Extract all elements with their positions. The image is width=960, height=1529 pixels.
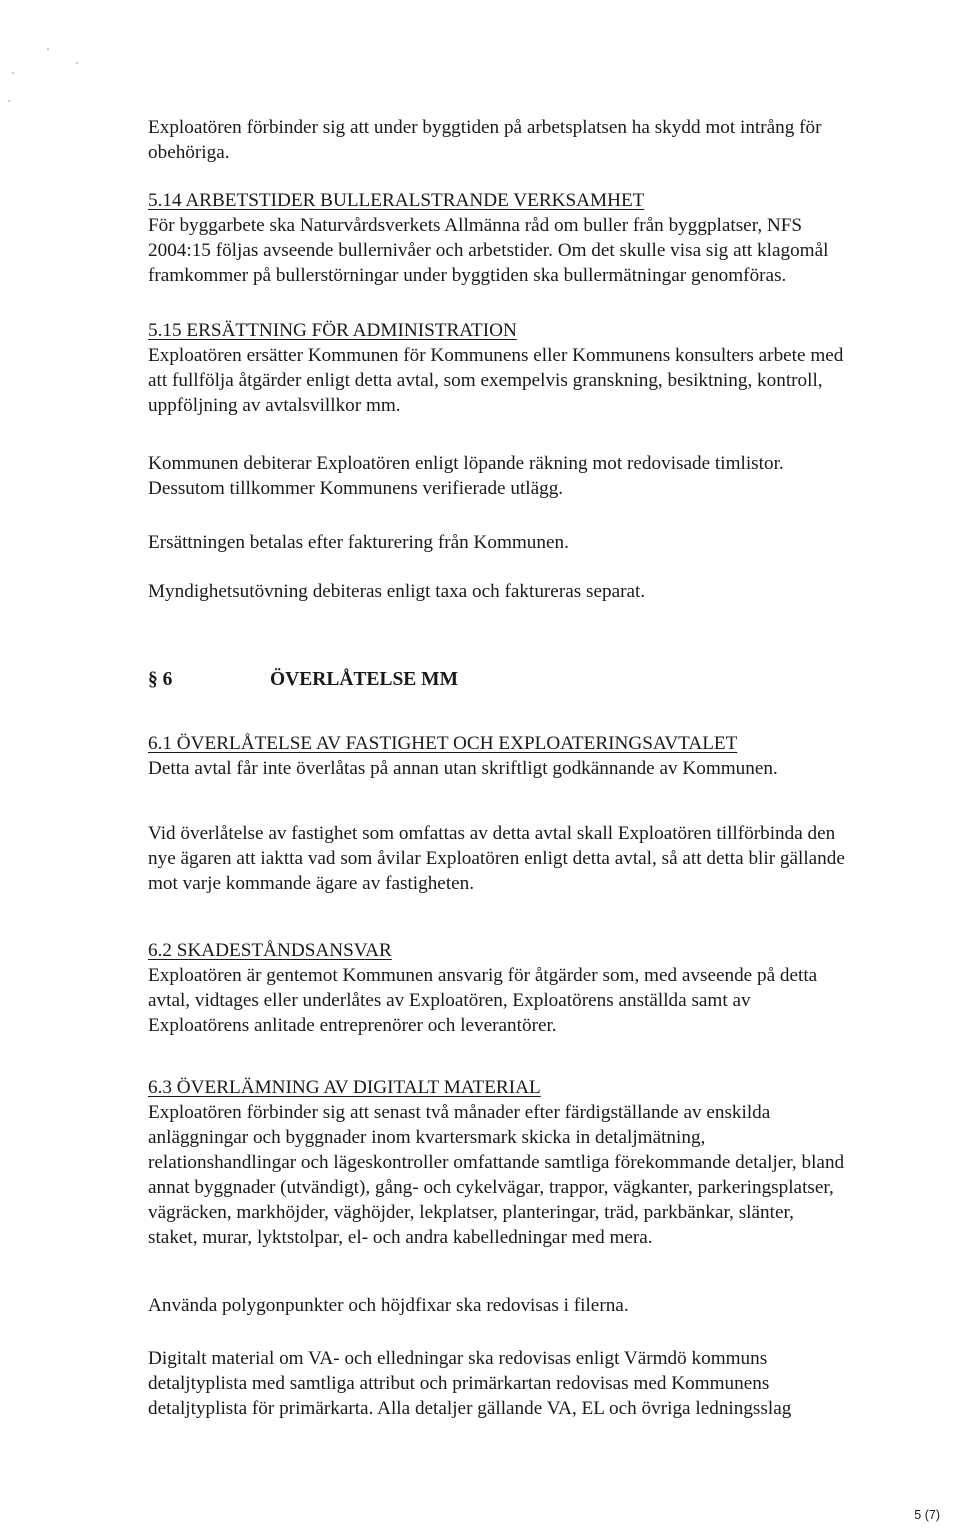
- section-5-15-paragraph-3: [148, 530, 948, 555]
- text-line: mot varje kommande ägare av fastigheten.: [148, 873, 475, 894]
- section-6-3-paragraph-3: [148, 1346, 948, 1421]
- text-line: Exploatörens anlitade entreprenörer och leverantörer.: [148, 1015, 557, 1036]
- scan-speck: [76, 62, 78, 64]
- section-6-2: [148, 938, 948, 1038]
- section-6-1: [148, 731, 948, 781]
- section-heading: 5.14 ARBETSTIDER BULLERALSTRANDE VERKSAMHET: [148, 190, 645, 211]
- scan-speck: [47, 48, 49, 50]
- text-line: 2004:15 följas avseende bullernivåer och arbetstider. Om det skulle visa sig att klagomål: [148, 240, 829, 261]
- text-line: obehöriga.: [148, 142, 230, 163]
- section-5-15-heading-block: [148, 318, 948, 418]
- text-line: annat byggnader (utvändigt), gång- och cykelvägar, trappor, vägkanter, parkeringsplatser,: [148, 1177, 834, 1198]
- text-line: Detta avtal får inte överlåtas på annan utan skriftligt godkännande av Kommunen.: [148, 758, 778, 779]
- text-line: nye ägaren att iaktta vad som åvilar Exploatören enligt detta avtal, så att detta blir gällande: [148, 848, 845, 869]
- text-line: detaljtyplista med samtliga attribut och primärkartan redovisas med Kommunens: [148, 1373, 770, 1394]
- section-heading: 6.2 SKADESTÅNDSANSVAR: [148, 940, 392, 961]
- text-line: framkommer på bullerstörningar under byggtiden ska bullermätningar genomföras.: [148, 265, 787, 286]
- text-line: detaljtyplista för primärkarta. Alla detaljer gällande VA, EL och övriga ledningsslag: [148, 1398, 792, 1419]
- intro-paragraph: [148, 115, 948, 165]
- text-line: Vid överlåtelse av fastighet som omfattas av detta avtal skall Exploatören tillförbinda den: [148, 823, 836, 844]
- scan-speck: [8, 100, 10, 102]
- text-line: anläggningar och byggnader inom kvartersmark skicka in detaljmätning,: [148, 1127, 706, 1148]
- section-5-15-paragraph-2: [148, 451, 948, 501]
- text-line: Exploatören är gentemot Kommunen ansvarig för åtgärder som, med avseende på detta: [148, 965, 818, 986]
- text-line: Exploatören förbinder sig att under byggtiden på arbetsplatsen ha skydd mot intrång för: [148, 117, 822, 138]
- text-line: uppföljning av avtalsvillkor mm.: [148, 395, 401, 416]
- section-heading: 5.15 ERSÄTTNING FÖR ADMINISTRATION: [148, 320, 517, 341]
- text-line: Exploatören förbinder sig att senast två månader efter färdigställande av enskilda: [148, 1102, 771, 1123]
- section-5-15-paragraph-4: [148, 579, 948, 604]
- section-5-14: [148, 188, 948, 288]
- text-line: vägräcken, markhöjder, väghöjder, lekplatser, planteringar, träd, parkbänkar, slänter,: [148, 1202, 794, 1223]
- section-6-3-paragraph-2: [148, 1293, 948, 1318]
- text-line: Exploatören ersätter Kommunen för Kommunens eller Kommunens konsulters arbete med: [148, 345, 844, 366]
- text-line: Dessutom tillkommer Kommunens verifierade utlägg.: [148, 478, 564, 499]
- scan-speck: [12, 72, 14, 74]
- chapter-title: ÖVERLÅTELSE MM: [270, 669, 458, 690]
- text-line: För byggarbete ska Naturvårdsverkets Allmänna råd om buller från byggplatser, NFS: [148, 215, 803, 236]
- chapter-number: § 6: [148, 669, 173, 690]
- text-line: att fullfölja åtgärder enligt detta avtal, som exempelvis granskning, besiktning, kontroll,: [148, 370, 823, 391]
- text-line: Ersättningen betalas efter fakturering från Kommunen.: [148, 532, 569, 553]
- text-line: relationshandlingar och lägeskontroller omfattande samtliga förekommande detaljer, bland: [148, 1152, 845, 1173]
- text-line: avtal, vidtages eller underlåtes av Exploatören, Exploatörens anställda samt av: [148, 990, 751, 1011]
- text-line: Digitalt material om VA- och elledningar ska redovisas enligt Värmdö kommuns: [148, 1348, 768, 1369]
- text-line: Använda polygonpunkter och höjdfixar ska redovisas i filerna.: [148, 1295, 629, 1316]
- text-line: Kommunen debiterar Exploatören enligt löpande räkning mot redovisade timlistor.: [148, 453, 784, 474]
- text-line: Myndighetsutövning debiteras enligt taxa och faktureras separat.: [148, 581, 646, 602]
- section-heading: 6.3 ÖVERLÄMNING AV DIGITALT MATERIAL: [148, 1077, 541, 1098]
- section-6-3: [148, 1075, 948, 1250]
- text-line: staket, murar, lyktstolpar, el- och andra kabelledningar med mera.: [148, 1227, 653, 1248]
- page-number: 5 (7): [914, 1508, 940, 1522]
- section-6-1-paragraph-2: [148, 821, 948, 896]
- section-heading: 6.1 ÖVERLÅTELSE AV FASTIGHET OCH EXPLOATERINGSAVTALET: [148, 733, 738, 754]
